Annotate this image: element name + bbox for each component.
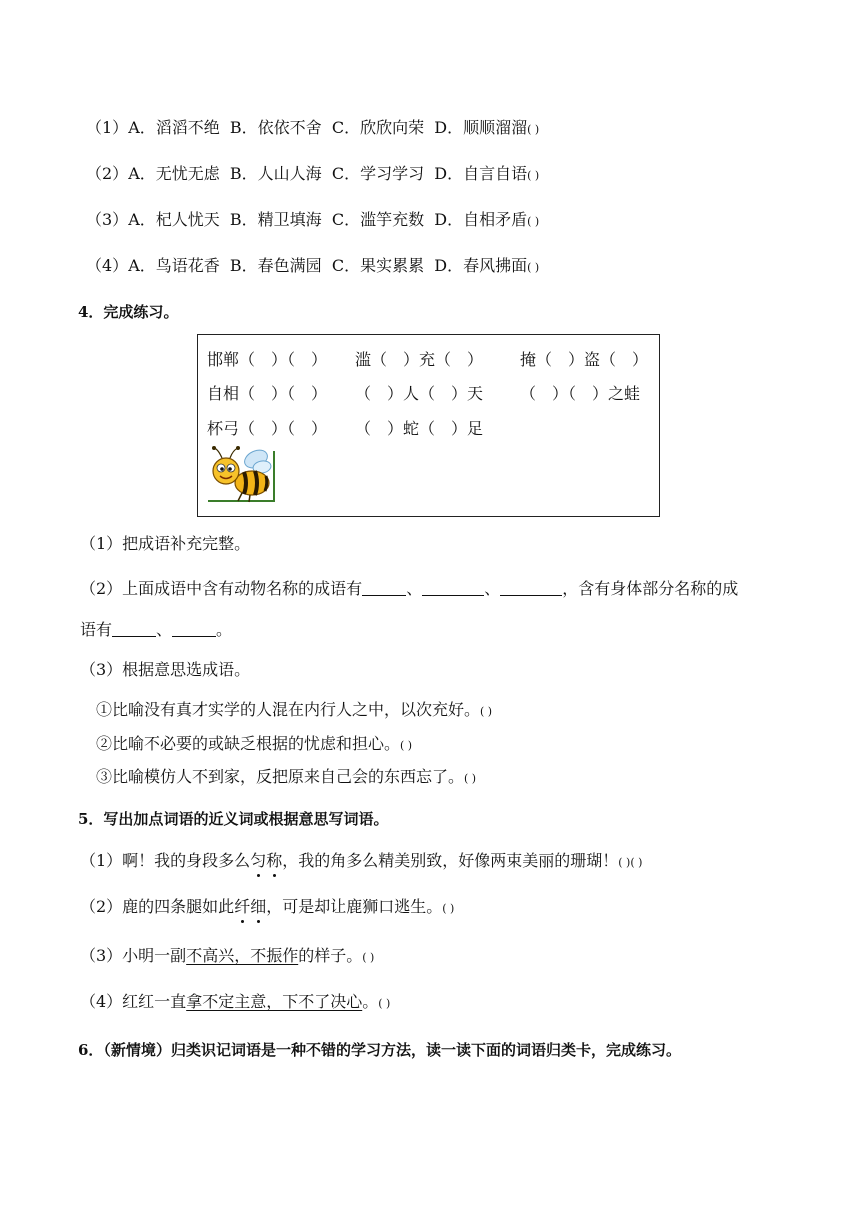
q4-choice-2 [96,733,412,757]
answer-blank[interactable]: ( ) [442,902,455,915]
q3-item-4 [86,255,539,279]
answer-blank[interactable]: ( ) [527,123,540,136]
option-c: C．欣欣向荣 [331,118,425,137]
idiom-cell[interactable]: （ ）人（ ）天 [355,384,484,403]
prompt-text: 语有 [80,620,113,639]
q4-choice-3 [96,766,476,790]
option-d: D．顺顺溜溜 [434,118,528,137]
answer-blank[interactable]: ( ) [527,261,540,274]
q3-item-2 [86,163,539,187]
sentence-text: （3）小明一副 [80,946,187,965]
q3-item-3 [86,209,539,233]
dotted-word: 纤 [234,897,251,916]
answer-blank[interactable]: ( ) [400,739,413,752]
option-b: B．精卫填海 [229,210,322,229]
option-a: A．鸟语花香 [128,256,220,275]
answer-blank[interactable]: ( ) [464,772,477,785]
choice-text: ②比喻不必要的或缺乏根据的忧虑和担心。 [96,734,401,753]
option-c: C．滥竽充数 [331,210,425,229]
idiom-cell[interactable]: 滥（ ）充（ ） [355,350,484,369]
item-number: （1） [86,118,129,137]
q4-choice-1 [96,699,492,723]
dotted-word: 匀 [250,851,267,870]
sentence-text: ，可是却让鹿狮口逃生。 [266,897,443,916]
q5-sentence-3 [80,945,374,969]
q4-sub2-line1 [80,578,738,600]
idiom-cell[interactable]: 邯郸（ ）（ ） [207,350,328,369]
option-b: B．人山人海 [229,164,322,183]
idiom-cell[interactable]: 自相（ ）（ ） [207,384,328,403]
q4-sub1: （1）把成语补充完整。 [80,534,251,553]
option-c: C．学习学习 [331,164,425,183]
underlined-phrase: 不高兴，不振作 [186,946,299,965]
separator: 、 [484,579,501,598]
prompt-text: ，含有身体部分名称的成 [562,579,739,598]
idiom-box [197,334,660,517]
q5-title: 5．写出加点词语的近义词或根据意思写词语。 [78,810,389,828]
q5-sentence-1 [80,850,642,874]
idiom-cell[interactable]: （ ）（ ）之蛙 [520,384,641,403]
answer-blank[interactable]: ( ) [527,169,540,182]
q4-title: 4．完成练习。 [78,303,179,321]
choice-text: ③比喻模仿人不到家，反把原来自己会的东西忘了。 [96,767,465,786]
answer-blank[interactable] [362,581,406,596]
q4-sub3: （3）根据意思选成语。 [80,660,251,679]
idiom-cell[interactable]: 杯弓（ ）（ ） [207,419,328,438]
choice-text: ①比喻没有真才实学的人混在内行人之中，以次充好。 [96,700,481,719]
answer-blank[interactable]: ( ) [480,705,493,718]
option-a: A．杞人忧天 [128,210,220,229]
option-d: D．自相矛盾 [434,210,528,229]
option-d: D．春风拂面 [434,256,528,275]
option-b: B．春色满园 [229,256,322,275]
answer-blank[interactable]: ( ) [527,215,540,228]
separator: 、 [406,579,423,598]
sentence-text: （1）啊！我的身段多么 [80,851,251,870]
prompt-text: （2）上面成语中含有动物名称的成语有 [80,579,363,598]
bee-icon [204,445,284,507]
option-b: B．依依不舍 [229,118,322,137]
sentence-text: ，我的角多么精美别致，好像两束美丽的珊瑚！ [282,851,619,870]
answer-blank[interactable]: ( )( ) [618,856,643,869]
sentence-text: 的样子。 [298,946,363,965]
answer-blank[interactable]: ( ) [378,997,391,1010]
idiom-cell[interactable]: 掩（ ）盗（ ） [520,350,649,369]
sentence-text: （2）鹿的四条腿如此 [80,897,235,916]
answer-blank[interactable]: ( ) [362,951,375,964]
separator: 、 [156,620,173,639]
answer-blank[interactable] [500,581,562,596]
q4-sub2-line2 [80,619,232,641]
item-number: （3） [86,210,129,229]
dotted-word: 称 [266,851,283,870]
q5-sentence-4 [80,991,390,1015]
item-number: （4） [86,256,129,275]
q6-title: 6．（新情境）归类识记词语是一种不错的学习方法，读一读下面的词语归类卡，完成练习。 [78,1041,681,1059]
answer-blank[interactable] [172,622,216,637]
dotted-word: 细 [250,897,267,916]
item-number: （2） [86,164,129,183]
q3-item-1 [86,117,539,141]
answer-blank[interactable] [112,622,156,637]
answer-blank[interactable] [422,581,484,596]
option-c: C．果实累累 [331,256,425,275]
q5-sentence-2 [80,896,454,920]
period: 。 [216,620,233,639]
idiom-cell[interactable]: （ ）蛇（ ）足 [355,419,484,438]
sentence-text: 。 [362,992,379,1011]
option-a: A．无忧无虑 [128,164,220,183]
option-a: A．滔滔不绝 [128,118,220,137]
underlined-phrase: 拿不定主意，下不了决心 [186,992,363,1011]
option-d: D．自言自语 [434,164,528,183]
sentence-text: （4）红红一直 [80,992,187,1011]
